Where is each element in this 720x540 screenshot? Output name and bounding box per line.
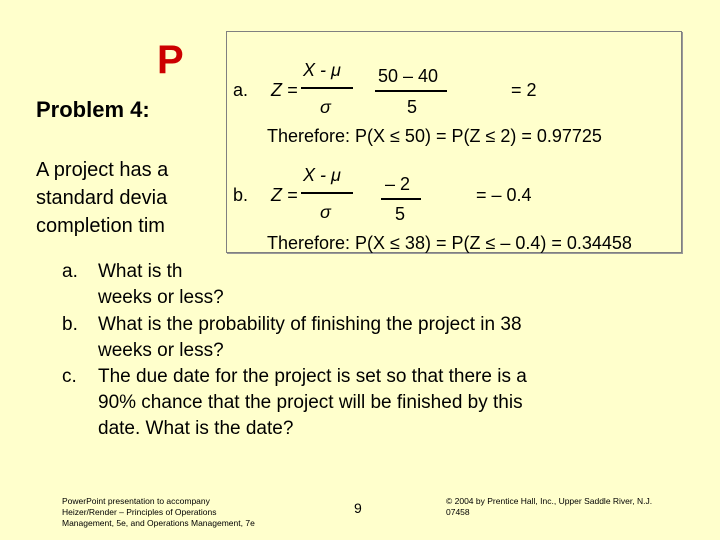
- solution-a-therefore: Therefore: P(X ≤ 50) = P(Z ≤ 2) = 0.97725: [267, 126, 602, 146]
- solution-overlay: [226, 31, 682, 253]
- solution-a-marker: a.: [233, 80, 249, 100]
- footer-credit-line-1: PowerPoint presentation to accompany: [62, 496, 210, 506]
- solution-a-formula-numerator: X - μ: [303, 60, 341, 80]
- footer-credit: [62, 496, 302, 529]
- footer-copyright: [446, 496, 706, 518]
- question-c-marker: c.: [62, 366, 77, 387]
- footer-copyright-line-1: © 2004 by Prentice Hall, Inc., Upper Saddle River, N.J.: [446, 496, 653, 506]
- solution-b-z-symbol: Z =: [271, 185, 298, 205]
- problem-label: Problem 4:: [36, 97, 150, 122]
- footer-credit-line-3: Management, 5e, and Operations Management, 7e: [62, 518, 255, 529]
- solution-a-result: = 2: [511, 80, 537, 100]
- solution-a-formula-bar: [301, 87, 353, 89]
- solution-b-calc-numerator: – 2: [385, 174, 411, 194]
- solution-a-z-symbol: Z =: [271, 80, 298, 100]
- question-c-line-3: date. What is the date?: [98, 418, 294, 439]
- body-line-3: completion tim: [36, 215, 165, 237]
- solution-b-result: = – 0.4: [476, 185, 532, 205]
- solution-b-calc-denominator: 5: [395, 204, 406, 224]
- page-number: 9: [354, 500, 362, 516]
- solution-b-calc-bar: [381, 198, 421, 200]
- solution-a-calc-denominator: 5: [407, 97, 418, 117]
- solution-b-marker: b.: [233, 185, 249, 205]
- question-a-line-1: What is th: [98, 261, 183, 282]
- solution-a-formula-denominator: σ: [320, 97, 331, 117]
- question-b-marker: b.: [62, 314, 78, 335]
- solution-b-therefore: Therefore: P(X ≤ 38) = P(Z ≤ – 0.4) = 0.34458: [267, 233, 632, 253]
- solution-b-formula-bar: [301, 192, 353, 194]
- solution-a-calc-numerator: 50 – 40: [378, 66, 439, 86]
- slide-title-fragment: P: [157, 38, 184, 82]
- footer-copyright-line-2: 07458: [446, 507, 470, 518]
- body-line-1: A project has a: [36, 159, 169, 181]
- question-a-marker: a.: [62, 261, 78, 282]
- question-b-line-1: What is the probability of finishing the project in 38: [98, 314, 522, 335]
- solution-b-formula-denominator: σ: [320, 202, 331, 222]
- question-b-line-2: weeks or less?: [98, 340, 224, 361]
- question-c-line-1: The due date for the project is set so that there is a: [98, 366, 527, 387]
- question-c-line-2: 90% chance that the project will be finished by this: [98, 392, 523, 413]
- body-line-2: standard devia: [36, 187, 168, 209]
- question-a-line-2: weeks or less?: [98, 287, 224, 308]
- solution-a-calc-bar: [375, 90, 447, 92]
- footer-credit-line-2: Heizer/Render – Principles of Operations: [62, 507, 217, 518]
- solution-b-formula-numerator: X - μ: [303, 165, 341, 185]
